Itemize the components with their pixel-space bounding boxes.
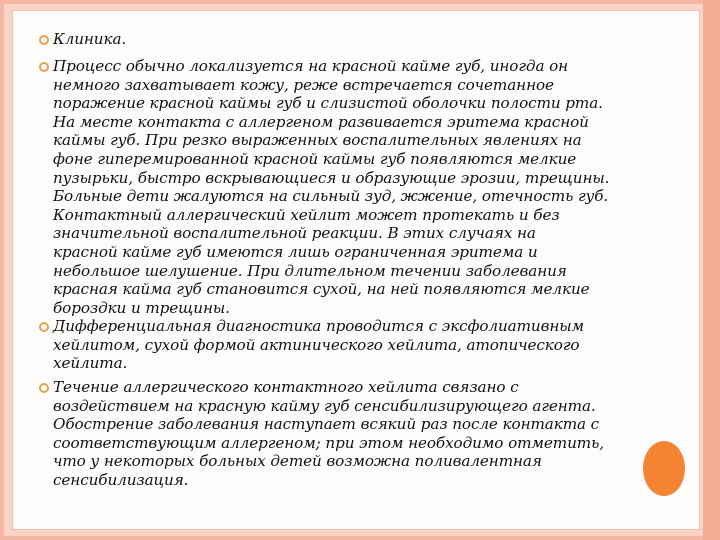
text-line: Обострение заболевания наступает всякий раз после контакта с — [53, 415, 600, 434]
text-line: каймы губ. При резко выраженных воспалительных явлениях на — [53, 131, 582, 150]
bullet-icon — [39, 35, 49, 45]
text-line: хейлита. — [53, 354, 128, 373]
text-line: бороздки и трещины. — [53, 298, 230, 317]
bullet-icon — [39, 62, 49, 72]
text-line: небольшое шелушение. При длительном течении заболевания — [53, 261, 567, 280]
text-line: Контактный аллергический хейлит может протекать и без — [53, 205, 560, 224]
text-line: поражение красной каймы губ и слизистой оболочки полости рта. — [53, 94, 603, 113]
text-line: воздействием на красную кайму губ сенсибилизирующего агента. — [53, 396, 596, 415]
bullet-icon — [39, 383, 49, 393]
text-line: На месте контакта с аллергеном развивается эритема красной — [53, 112, 589, 131]
text-line: Клиника. — [53, 30, 127, 48]
bullet-icon — [39, 322, 49, 332]
text-line: пузырьки, быстро вскрывающиеся и образующие эрозии, трещины. — [53, 168, 610, 187]
text-line: красной кайме губ имеются лишь ограниченная эритема и — [53, 243, 538, 261]
text-line: значительной воспалительной реакции. В этих случаях на — [53, 224, 536, 243]
text-line: немного захватывает кожу, реже встречается сочетанное — [53, 75, 554, 94]
slide-content-panel — [12, 10, 700, 530]
text-line: фоне гиперемированной красной каймы губ появляются мелкие — [53, 150, 577, 168]
text-line: Процесс обычно локализуется на красной кайме губ, иногда он — [53, 57, 569, 75]
text-line: Дифференциальная диагностика проводится с эксфолиативным — [53, 317, 585, 335]
text-line: Больные дети жалуются на сильный зуд, жжение, отечность губ. — [53, 187, 609, 206]
text-line: красная кайма губ становится сухой, на ней появляются мелкие — [53, 280, 590, 299]
decorative-orange-circle — [643, 441, 685, 496]
text-line: сенсибилизация. — [53, 471, 189, 489]
text-line: хейлитом, сухой формой актинического хейлита, атопического — [53, 335, 580, 354]
slide-right-strip — [703, 0, 720, 540]
text-line: Течение аллергического контактного хейлита связано с — [53, 378, 519, 396]
text-line: соответствующим аллергеном; при этом необходимо отметить, — [53, 433, 604, 452]
text-line: что у некоторых больных детей возможна поливалентная — [53, 452, 542, 471]
